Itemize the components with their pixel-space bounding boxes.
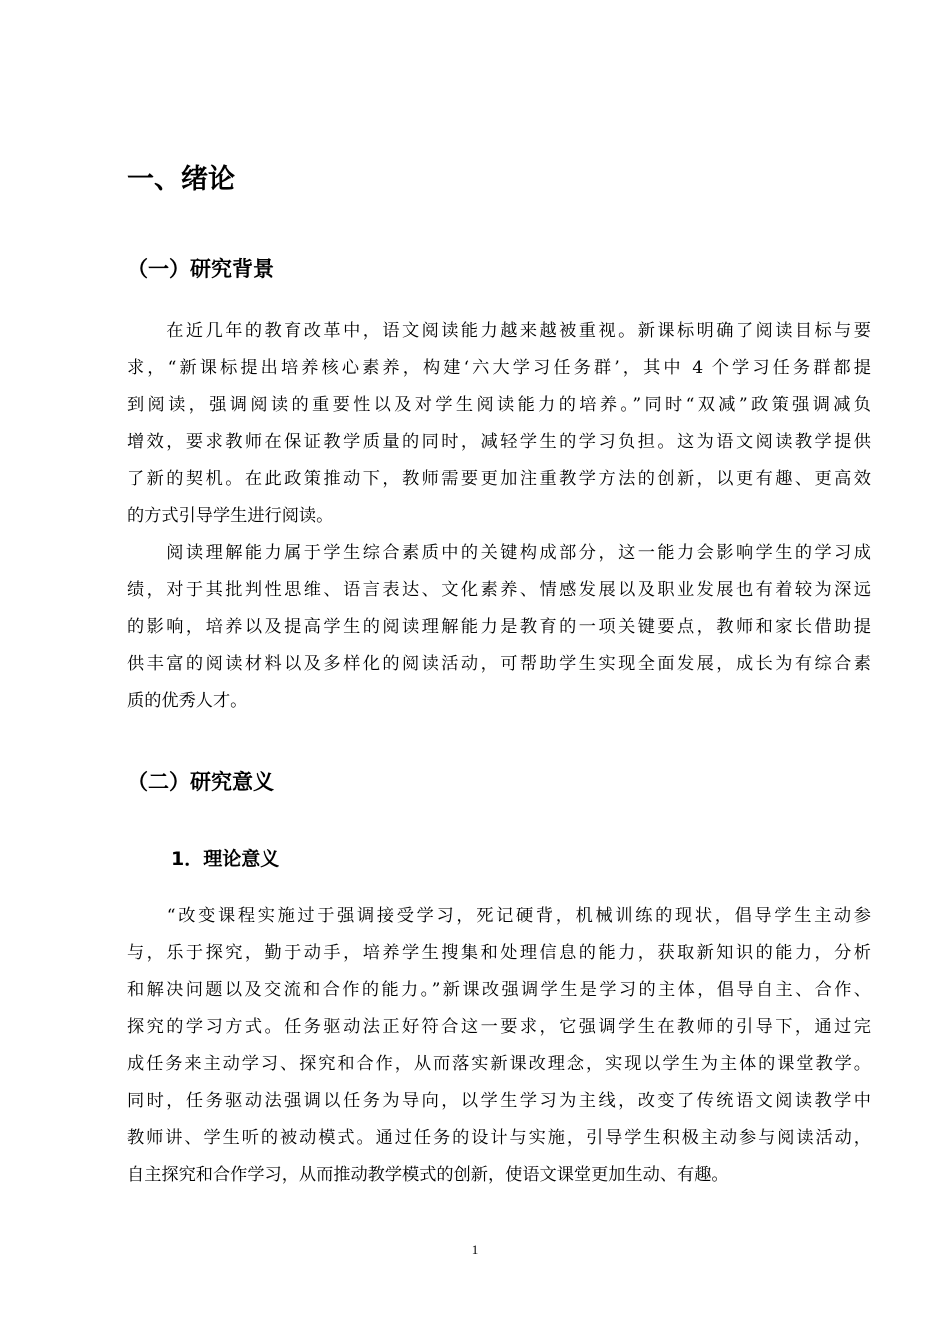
text-line: 到阅读，强调阅读的重要性以及对学生阅读能力的培养。”同时“双减”政策强调减负 <box>127 395 871 415</box>
section-heading-background: （一）研究背景 <box>127 257 274 281</box>
text-line: 的方式引导学生进行阅读。 <box>127 506 334 526</box>
text-line: 的影响，培养以及提高学生的阅读理解能力是教育的一项关键要点，教师和家长借助提 <box>127 617 871 637</box>
text-line: 绩，对于其批判性思维、语言表达、文化素养、情感发展以及职业发展也有着较为深远 <box>127 580 871 600</box>
paragraph-background-2 <box>127 535 871 720</box>
text-line: 阅读理解能力属于学生综合素质中的关键构成部分，这一能力会影响学生的学习成 <box>127 543 871 563</box>
text-line: 教师讲、学生听的被动模式。通过任务的设计与实施，引导学生积极主动参与阅读活动， <box>127 1128 871 1148</box>
text-line: 成任务来主动学习、探究和合作，从而落实新课改理念，实现以学生为主体的课堂教学。 <box>127 1054 871 1074</box>
text-line: 同时，任务驱动法强调以任务为导向，以学生学习为主线，改变了传统语文阅读教学中 <box>127 1091 871 1111</box>
section-heading-significance: （二）研究意义 <box>127 770 274 794</box>
text-line: 与，乐于探究，勤于动手，培养学生搜集和处理信息的能力，获取新知识的能力，分析 <box>127 943 871 963</box>
subsection-heading-theoretical: 1．理论意义 <box>171 848 280 870</box>
page-number: 1 <box>471 1242 479 1257</box>
paragraph-background-1 <box>127 313 871 535</box>
text-line: 求，“新课标提出培养核心素养，构建‘六大学习任务群’，其中 4 个学习任务群都提 <box>127 358 871 378</box>
text-line: 探究的学习方式。任务驱动法正好符合这一要求，它强调学生在教师的引导下，通过完 <box>127 1017 871 1037</box>
text-line: 质的优秀人才。 <box>127 691 248 711</box>
chapter-title: 一、绪论 <box>127 164 235 195</box>
text-line: 供丰富的阅读材料以及多样化的阅读活动，可帮助学生实现全面发展，成长为有综合素 <box>127 654 871 674</box>
text-line: “改变课程实施过于强调接受学习，死记硬背，机械训练的现状，倡导学生主动参 <box>127 906 871 926</box>
text-line: 了新的契机。在此政策推动下，教师需要更加注重教学方法的创新，以更有趣、更高效 <box>127 469 871 489</box>
text-line: 增效，要求教师在保证教学质量的同时，减轻学生的学习负担。这为语文阅读教学提供 <box>127 432 871 452</box>
text-line: 自主探究和合作学习，从而推动教学模式的创新，使语文课堂更加生动、有趣。 <box>127 1165 729 1185</box>
text-line: 和解决问题以及交流和合作的能力。”新课改强调学生是学习的主体，倡导自主、合作、 <box>127 980 871 1000</box>
paragraph-theoretical-1 <box>127 898 871 1194</box>
text-line: 在近几年的教育改革中，语文阅读能力越来越被重视。新课标明确了阅读目标与要 <box>127 321 871 341</box>
